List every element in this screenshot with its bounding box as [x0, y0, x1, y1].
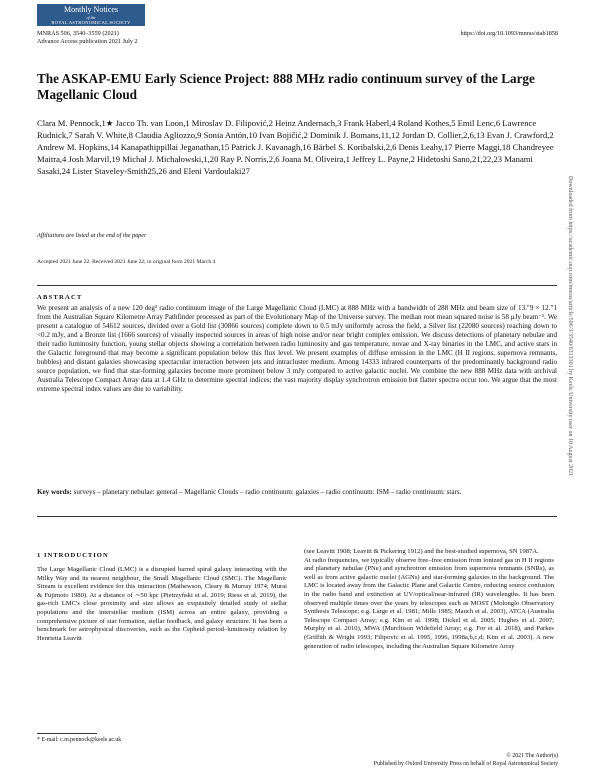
affiliations-note: Affiliations are listed at the end of the paper [37, 232, 147, 239]
footnote-rule [37, 733, 97, 734]
abstract-heading: ABSTRACT [37, 294, 83, 301]
logo-line2: of the [86, 15, 96, 20]
footer [374, 752, 558, 768]
citation: MNRAS 506, 3540–3559 (2021) [37, 30, 119, 37]
keywords-label: Key words: [37, 488, 72, 496]
footer-publisher: Published by Oxford University Press on behalf of Royal Astronomical Society [373, 761, 558, 767]
advance-access: Advance Access publication 2021 July 2 [37, 38, 138, 45]
divider [37, 516, 557, 517]
dates-line: Accepted 2021 June 22. Received 2021 June 22; in original form 2021 March 4 [37, 259, 216, 265]
download-watermark: Downloaded from https://academic.oup.com/mnras/article/506/3/3540/6313301 by Keele University user on 10 August 2021 [567, 176, 573, 476]
intro-column-left: The Large Magellanic Cloud (LMC) is a disrupted barred spiral galaxy interacting with the Milky Way and its nearest neighbour, the Small Magellanic Cloud (SMC). The Magellanic Stream is excellent evidence for this interaction (Mathewson, Cleary & Murray 1974; Murai & Fujimoto 1980). At a distance of ∼50 kpc (Pietrzyński et al. 2019; Riess et al. 2019), the gas-rich LMC's close proximity and size allows an exquisitely detailed study of stellar populations and the interstellar medium (ISM) across an entire galaxy, providing a comprehensive picture of star formation, stellar feedback, and galaxy structure. It has been a benchmark for astrophysical discoveries, such as the Cepheid period–luminosity relation by Henrietta Leavitt [37, 566, 287, 642]
intro-column-right: (see Leavitt 1908; Leavitt & Pickering 1912) and the best-studied supernova, SN 1987A. At radio frequencies, we typically observe free–free emission from ionized gas in H II regions and planetary nebulae (PNe) and synchrotron emission from supernova remnants (SNRs), as well as from active galactic nuclei (AGNs) and star-forming galaxies in the background. The LMC is located away from the Galactic Plane and Galactic Centre, reducing source confusion in the radio band and extinction at UV/optical/near-infrared (IR) wavelengths. It has been observed multiple times over the years by telescopes such as MOST (Molonglo Observatory Synthesis Telescope; e.g. Large et al. 1981; Mills 1985; Mauch et al. 2003), ATCA (Australia Telescope Compact Array; e.g. Kim et al. 1998; Dickel et al. 2005; Hughes et al. 2007; Murphy et al. 2010), MWA (Murchison Widefield Array; e.g. For et al. 2018), and Parkes (Griffith & Wright 1993; Filipovic et al. 1995, 1996, 1998a,b,c,d; Kim et al. 2003). A new generation of radio telescopes, including the Australian Square Kilometre Array [304, 548, 554, 650]
divider [37, 285, 557, 286]
author-list: Clara M. Pennock,1★ Jacco Th. van Loon,1 Miroslav D. Filipović,2 Heinz Andernach,3 Frank Haberl,4 Roland Kothes,5 Emil Lenc,6 Lawrence Rudnick,7 Sarah V. White,8 Claudia Agliozzo,9 Sonia Antón,10 Ivan Bojičić,2 Dominik J. Bomans,11,12 Jordan D. Collier,2,6,13 Evan J. Crawford,2 Andrew M. Hopkins,14 Kanapathippillai Jeganathan,15 Patrick J. Kavanagh,16 Bärbel S. Koribalski,2,6 Denis Leahy,17 Pierre Maggi,18 Chandreyee Maitra,4 Josh Marvil,19 Michał J. Michałowski,1,20 Ray P. Norris,2,6 Joana M. Oliveira,1 Jeffrey L. Payne,2 Hidetoshi Sano,21,22,23 Manami Sasaki,24 Lister Staveley-Smith25,26 and Eleni Vardoulaki27 [37, 118, 554, 176]
corresponding-email[interactable]: * E-mail: c.m.pennock@keele.ac.uk [37, 737, 122, 743]
logo-line3: ROYAL ASTRONOMICAL SOCIETY [51, 20, 131, 25]
keywords [37, 488, 557, 497]
journal-logo [37, 4, 145, 26]
keywords-text: surveys – planetary nebulae: general – Magellanic Clouds – radio continuum: galaxies – radio continuum: ISM – radio continuum: stars. [73, 488, 462, 496]
footer-copyright: © 2021 The Author(s) [506, 753, 558, 759]
section-heading: 1 INTRODUCTION [37, 552, 109, 559]
doi-link[interactable]: https://doi.org/10.1093/mnras/stab1858 [460, 30, 558, 37]
abstract-text: We present an analysis of a new 120 deg² radio continuum image of the Large Magellanic Cloud (LMC) at 888 MHz with a bandwidth of 288 MHz and beam size of 13.″9 × 12.″1 from the Australian Square Kilometre Array Pathfinder processed as part of the Evolutionary Map of the Universe survey. The median root mean squared noise is 58 μJy beam⁻¹. We present a catalogue of 54612 sources, divided over a Gold list (30866 sources) complete down to 0.5 mJy uniformly across the field, a Silver list (22080 sources) reaching down to <0.2 mJy, and a Bronze list (1666 sources) of visually inspected sources in areas of high noise and/or near bright complex emission. We discuss detections of planetary nebulae and their radio luminosity function, young stellar objects showing a correlation between radio luminosity and gas temperature, novae and X-ray binaries in the LMC, and active stars in the Galactic foreground that may become a significant population below this flux level. We present examples of diffuse emission in the LMC (H II regions, supernova remnants, bubbles) and distant galaxies showcasing spectacular interaction between jets and intracluster medium. Among 14333 infrared counterparts of the predominantly background radio source population, we find that star-forming galaxies become more prominent below 3 mJy compared to active galactic nuclei. We combine the new 888 MHz data with archival Australia Telescope Compact Array data at 1.4 GHz to determine spectral indices; the vast majority display synchrotron emission but flatter spectra occur too. We argue that the most extreme spectral index values are due to variability. [37, 304, 557, 393]
logo-line1: Monthly Notices [64, 5, 118, 14]
paper-title: The ASKAP-EMU Early Science Project: 888 MHz radio continuum survey of the Large Magellanic Cloud [37, 71, 535, 102]
